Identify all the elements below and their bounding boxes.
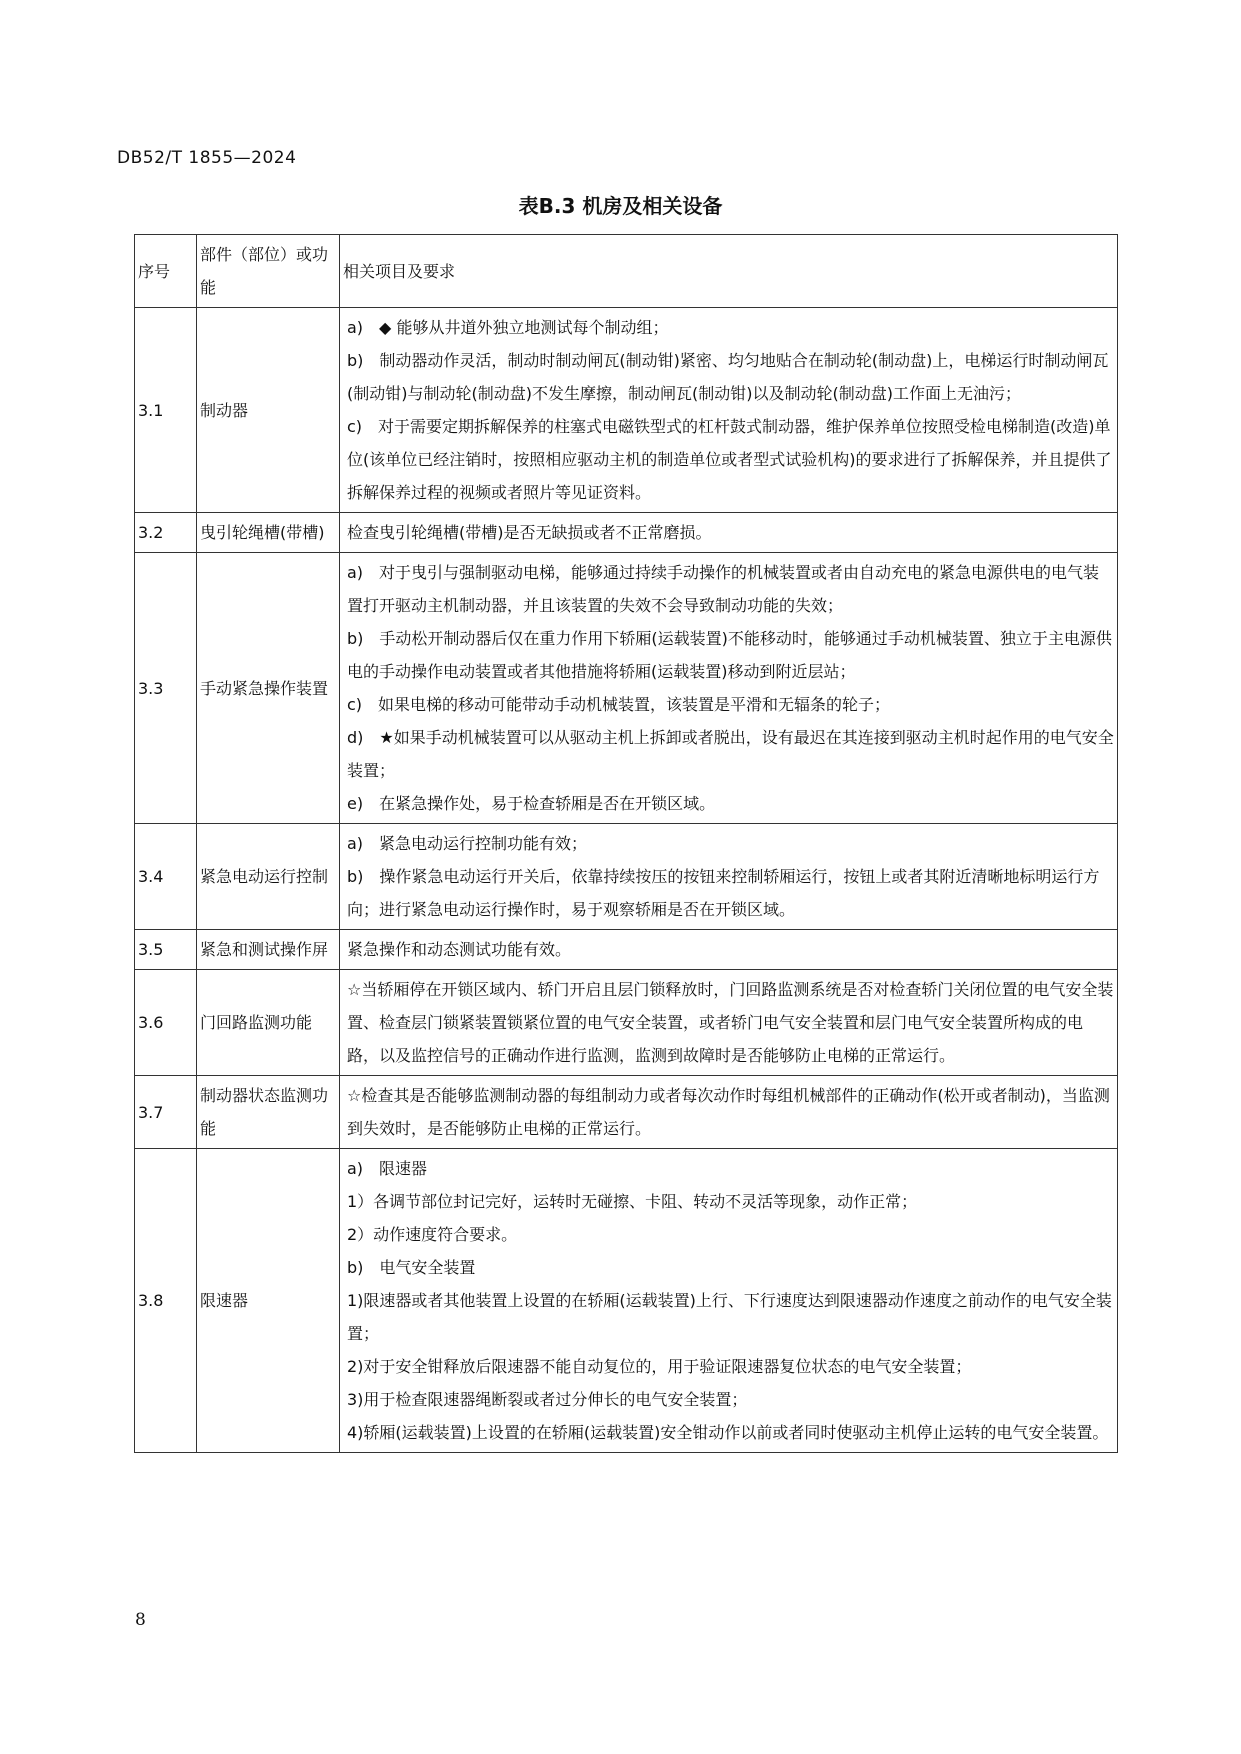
row-requirements bbox=[340, 513, 1118, 553]
requirement-item: 2）动作速度符合要求。 bbox=[347, 1225, 518, 1244]
row-requirements bbox=[340, 1076, 1118, 1149]
row-part: 紧急电动运行控制 bbox=[197, 824, 340, 930]
table-row bbox=[135, 513, 1118, 553]
requirement-item: c) 对于需要定期拆解保养的柱塞式电磁铁型式的杠杆鼓式制动器，维护保养单位按照受检电梯制造(改造)单位(该单位已经注销时，按照相应驱动主机的制造单位或者型式试验机构)的要求进行了拆解保养，并且提供了拆解保养过程的视频或者照片等见证资料。 bbox=[347, 417, 1112, 502]
row-requirements bbox=[340, 1149, 1118, 1453]
row-requirements bbox=[340, 553, 1118, 824]
requirements-table bbox=[134, 234, 1118, 1453]
page-number: 8 bbox=[135, 1610, 146, 1630]
row-number: 3.2 bbox=[135, 513, 197, 553]
requirement-item: ☆检查其是否能够监测制动器的每组制动力或者每次动作时每组机械部件的正确动作(松开或者制动)，当监测到失效时，是否能够防止电梯的正常运行。 bbox=[347, 1086, 1110, 1138]
header-no: 序号 bbox=[135, 235, 197, 308]
header-requirements: 相关项目及要求 bbox=[340, 235, 1118, 308]
row-number: 3.1 bbox=[135, 308, 197, 513]
requirement-item: b) 操作紧急电动运行开关后，依靠持续按压的按钮来控制轿厢运行，按钮上或者其附近清晰地标明运行方向；进行紧急电动运行操作时，易于观察轿厢是否在开锁区域。 bbox=[347, 867, 1100, 919]
row-part: 制动器 bbox=[197, 308, 340, 513]
table-row bbox=[135, 970, 1118, 1076]
row-part: 限速器 bbox=[197, 1149, 340, 1453]
header-part: 部件（部位）或功能 bbox=[197, 235, 340, 308]
requirement-item: d) ★如果手动机械装置可以从驱动主机上拆卸或者脱出，设有最迟在其连接到驱动主机时起作用的电气安全装置； bbox=[347, 728, 1114, 780]
table-row bbox=[135, 1076, 1118, 1149]
requirement-item: ☆当轿厢停在开锁区域内、轿门开启且层门锁释放时，门回路监测系统是否对检查轿门关闭位置的电气安全装置、检查层门锁紧装置锁紧位置的电气安全装置，或者轿门电气安全装置和层门电气安全装置所构成的电路，以及监控信号的正确动作进行监测，监测到故障时是否能够防止电梯的正常运行。 bbox=[347, 980, 1114, 1065]
requirement-item: 1)限速器或者其他装置上设置的在轿厢(运载装置)上行、下行速度达到限速器动作速度之前动作的电气安全装置； bbox=[347, 1291, 1112, 1343]
requirement-item: 1）各调节部位封记完好，运转时无碰擦、卡阻、转动不灵活等现象，动作正常； bbox=[347, 1192, 918, 1211]
row-requirements bbox=[340, 970, 1118, 1076]
requirement-item: a) 对于曳引与强制驱动电梯，能够通过持续手动操作的机械装置或者由自动充电的紧急电源供电的电气装置打开驱动主机制动器，并且该装置的失效不会导致制动功能的失效； bbox=[347, 563, 1100, 615]
row-requirements bbox=[340, 930, 1118, 970]
row-number: 3.4 bbox=[135, 824, 197, 930]
row-part: 手动紧急操作装置 bbox=[197, 553, 340, 824]
requirement-item: e) 在紧急操作处，易于检查轿厢是否在开锁区域。 bbox=[347, 794, 716, 813]
requirement-item: 检查曳引轮绳槽(带槽)是否无缺损或者不正常磨损。 bbox=[347, 523, 712, 542]
table-row bbox=[135, 1149, 1118, 1453]
table-row bbox=[135, 930, 1118, 970]
requirement-item: c) 如果电梯的移动可能带动手动机械装置，该装置是平滑和无辐条的轮子； bbox=[347, 695, 891, 714]
row-number: 3.3 bbox=[135, 553, 197, 824]
row-requirements bbox=[340, 308, 1118, 513]
document-code: DB52/T 1855—2024 bbox=[117, 148, 297, 168]
requirement-item: a) 限速器 bbox=[347, 1159, 428, 1178]
requirement-item: a) ◆ 能够从井道外独立地测试每个制动组； bbox=[347, 318, 669, 337]
table-row bbox=[135, 553, 1118, 824]
table-header-row bbox=[135, 235, 1118, 308]
requirement-item: 紧急操作和动态测试功能有效。 bbox=[347, 940, 572, 959]
table-title: 表B.3 机房及相关设备 bbox=[518, 194, 723, 218]
requirement-item: b) 制动器动作灵活，制动时制动闸瓦(制动钳)紧密、均匀地贴合在制动轮(制动盘)上，电梯运行时制动闸瓦(制动钳)与制动轮(制动盘)不发生摩擦，制动闸瓦(制动钳)以及制动轮(制动盘)工作面上无油污； bbox=[347, 351, 1109, 403]
row-requirements bbox=[340, 824, 1118, 930]
requirement-item: b) 电气安全装置 bbox=[347, 1258, 476, 1277]
requirement-item: 2)对于安全钳释放后限速器不能自动复位的，用于验证限速器复位状态的电气安全装置； bbox=[347, 1357, 972, 1376]
row-part: 制动器状态监测功能 bbox=[197, 1076, 340, 1149]
row-number: 3.5 bbox=[135, 930, 197, 970]
requirement-item: 3)用于检查限速器绳断裂或者过分伸长的电气安全装置； bbox=[347, 1390, 748, 1409]
row-number: 3.8 bbox=[135, 1149, 197, 1453]
requirement-item: 4)轿厢(运载装置)上设置的在轿厢(运载装置)安全钳动作以前或者同时使驱动主机停止运转的电气安全装置。 bbox=[347, 1423, 1109, 1442]
requirement-item: a) 紧急电动运行控制功能有效； bbox=[347, 834, 588, 853]
row-number: 3.6 bbox=[135, 970, 197, 1076]
table-row bbox=[135, 824, 1118, 930]
row-number: 3.7 bbox=[135, 1076, 197, 1149]
row-part: 紧急和测试操作屏 bbox=[197, 930, 340, 970]
row-part: 门回路监测功能 bbox=[197, 970, 340, 1076]
requirement-item: b) 手动松开制动器后仅在重力作用下轿厢(运载装置)不能移动时，能够通过手动机械装置、独立于主电源供电的手动操作电动装置或者其他措施将轿厢(运载装置)移动到附近层站； bbox=[347, 629, 1112, 681]
row-part: 曳引轮绳槽(带槽) bbox=[197, 513, 340, 553]
table-row bbox=[135, 308, 1118, 513]
